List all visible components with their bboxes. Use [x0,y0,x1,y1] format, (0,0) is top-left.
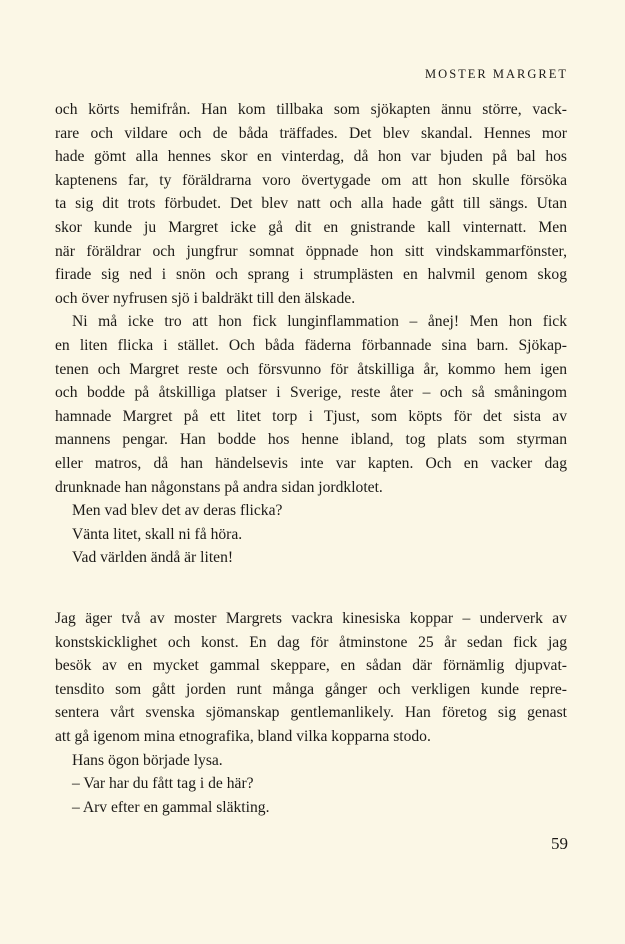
text-line: eller matros, då han händelsevis inte var kapten. Och en vacker dag [55,454,567,472]
text-line: när föräldrar och jungfrur somnat öppnade hon sitt vindskammarfönster, [55,242,567,260]
text-line: en liten flicka i stället. Och båda fäderna förbannade sina barn. Sjökap- [55,336,567,354]
text-block-2 [55,607,567,819]
text-line: att gå igenom mina etnografika, bland vilka kopparna stodo. [55,727,431,745]
text-line: mannens pengar. Han bodde hos henne ibland, tog plats som styrman [55,431,567,449]
text-line: och över nyfrusen sjö i baldräkt till den älskade. [55,289,356,307]
running-head: MOSTER MARGRET [425,67,568,81]
text-line: drunknade han någonstans på andra sidan jordklotet. [55,478,383,496]
text-line: Vänta litet, skall ni få höra. [72,525,243,543]
text-line: tenen och Margret reste och försvunno för åtskilliga år, kommo hem igen [55,360,567,378]
text-line: konstskicklighet och konst. En dag för åtminstone 25 år sedan fick jag [55,633,567,651]
text-line: Ni må icke tro att hon fick lunginflammation – ånej! Men hon fick [72,313,567,331]
text-line: – Var har du fått tag i de här? [72,775,254,793]
text-line: Hans ögon började lysa. [72,751,223,769]
text-line: skor kunde ju Margret icke gå dit en gnistrande kall vinternatt. Men [55,218,567,236]
page-number: 59 [551,834,568,853]
text-line: – Arv efter en gammal släkting. [72,798,270,816]
text-line: Jag äger två av moster Margrets vackra kinesiska koppar – underverk av [55,610,567,627]
text-line: besök av en mycket gammal skeppare, en sådan där förnämlig djupvat- [55,657,567,675]
text-line: och bodde på åtskilliga platser i Sverige, reste åter – och så småningom [55,384,567,402]
text-line: kaptenens far, ty föräldrarna voro övertygade om att hon skulle försöka [55,171,567,189]
text-line: sentera vårt svenska sjömanskap gentlemanlikely. Han företog sig genast [55,704,567,722]
text-line: Vad världen ändå är liten! [72,549,234,567]
text-line: ta sig dit trots förbudet. Det blev natt och alla hade gått till sängs. Utan [55,195,567,213]
text-line: och körts hemifrån. Han kom tillbaka som sjökapten ännu större, vack- [55,101,567,118]
text-line: hamnade Margret på ett litet torp i Tjust, som köpts för det sista av [55,407,567,425]
text-line: firade sig ned i snön och sprang i strumplästen en halvmil genom skog [55,266,567,284]
text-line: Men vad blev det av deras flicka? [72,502,283,520]
text-line: hade gömt alla hennes skor en vinterdag, då hon var bjuden på bal hos [55,148,567,166]
text-block-1 [55,98,567,570]
text-line: tensdito som gått jorden runt många gånger och verkligen kunde repre- [55,680,567,698]
text-line: rare och vildare och de båda träffades. Det blev skandal. Hennes mor [55,124,567,142]
